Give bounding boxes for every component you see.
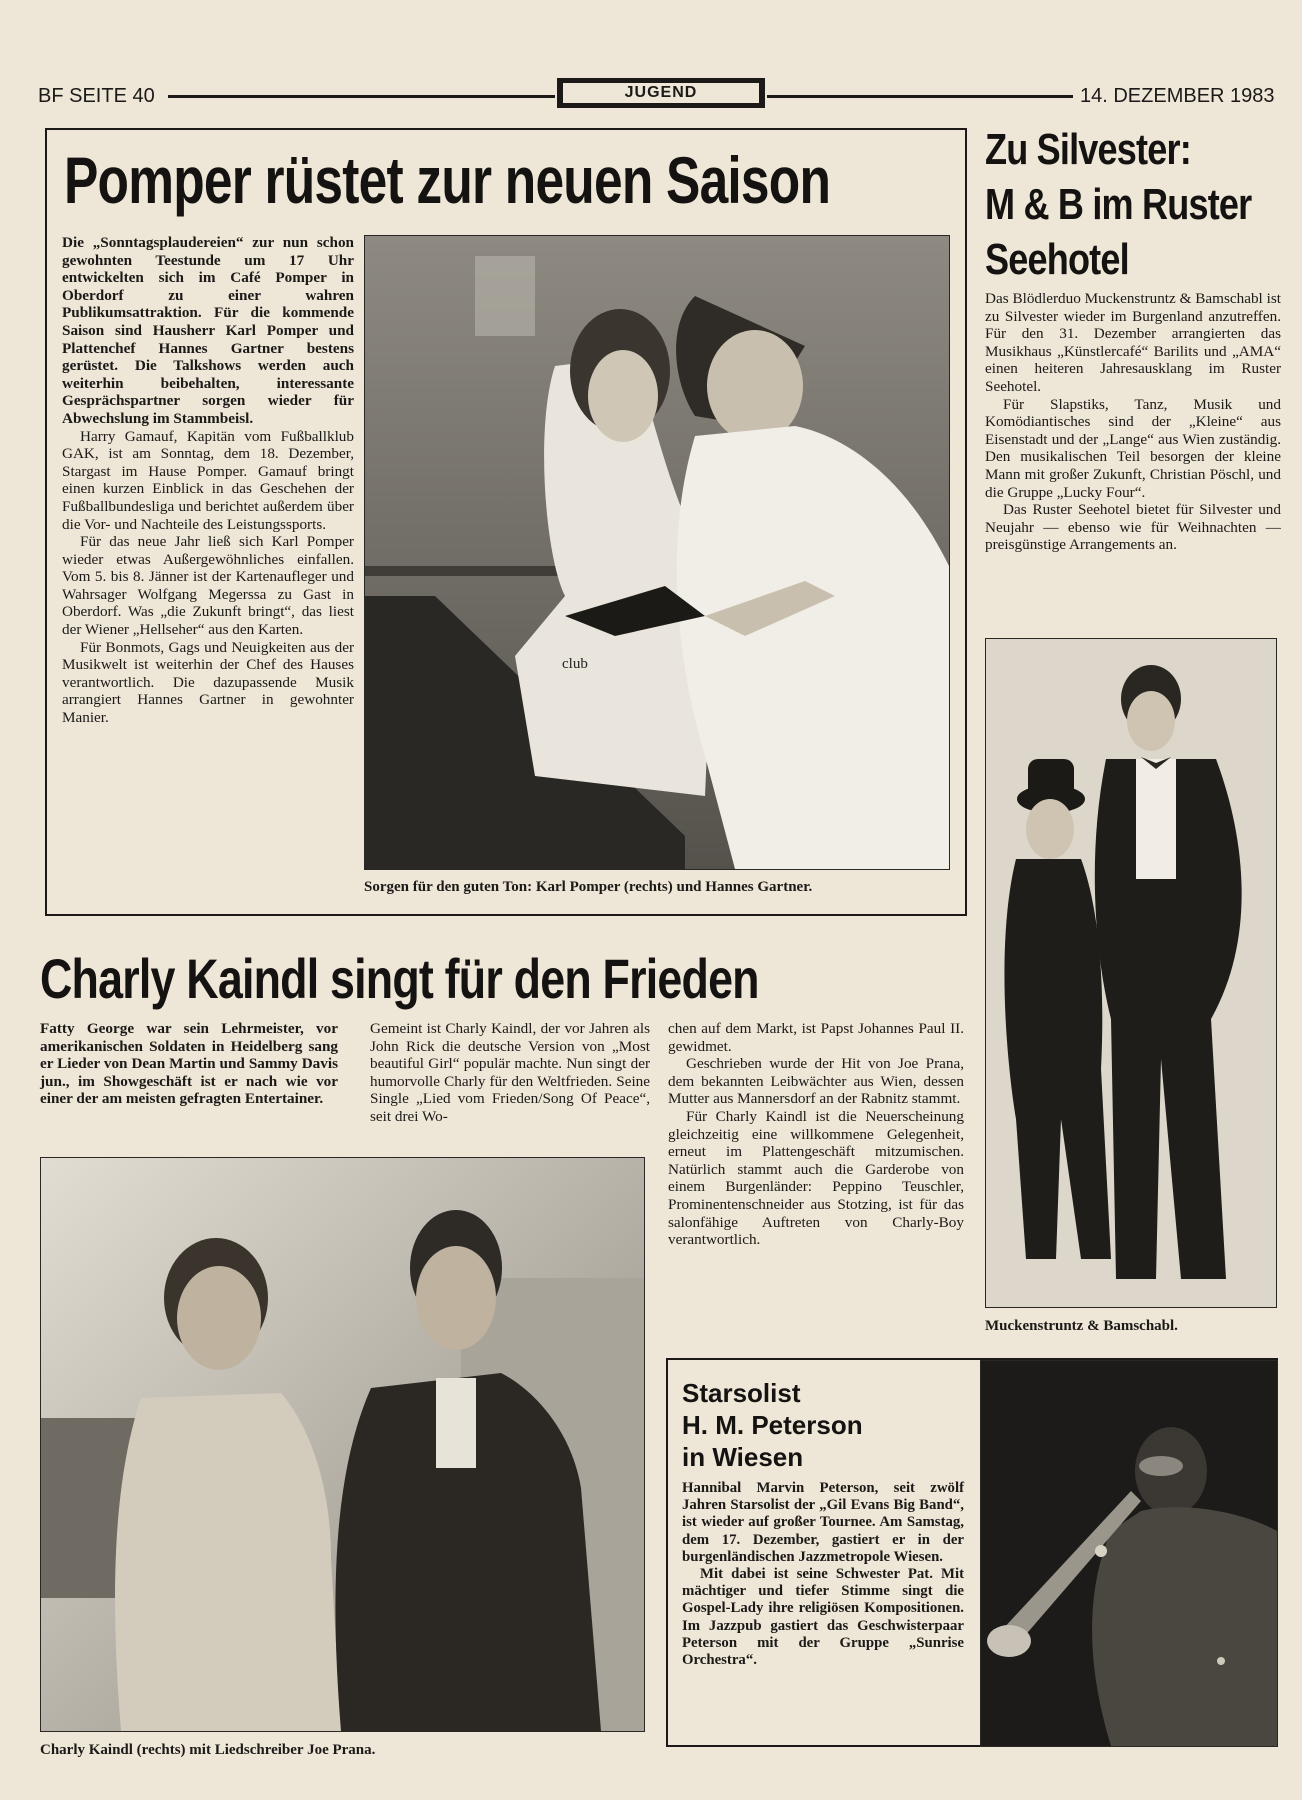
paragraph: Die „Sonntagsplaudereien“ zur nun schon gewohnten Teestunde um 17 Uhr entwickelten sich im Café Pomper in Oberdorf zu einer wahren Publikumsattraktion. Für die kommende Saison sind Hausherr Karl Pomper und Plattenchef Hannes Gartner bestens gerüstet. Die Talkshows werden auch weiterhin beibehalten, interessante Gesprächspartner sorgen wieder für Abwechslung im Stammbeisl. — [62, 234, 354, 427]
photo-muckenstruntz-bamschabl — [985, 638, 1277, 1308]
photo-pomper-gartner — [364, 235, 950, 870]
article-kaindl-col3 — [668, 1020, 964, 1249]
paragraph: Geschrieben wurde der Hit von Joe Prana, dem bekannten Leibwächter aus Wien, dessen Mutter aus Mannersdorf an der Rabnitz stammt. — [668, 1055, 964, 1108]
paragraph: Hannibal Marvin Peterson, seit zwölf Jahren Starsolist der „Gil Evans Big Band“, ist wieder auf großer Tournee. Am Samstag, dem 17. Dezember, gastiert er in der burgenländischen Jazzmetropole Wiesen. — [682, 1480, 964, 1565]
caption-pomper: Sorgen für den guten Ton: Karl Pomper (rechts) und Hannes Gartner. — [364, 879, 813, 895]
article-peterson-body — [682, 1480, 964, 1669]
headline-pomper: Pomper rüstet zur neuen Saison — [64, 143, 831, 217]
caption-kaindl: Charly Kaindl (rechts) mit Liedschreiber Joe Prana. — [40, 1742, 376, 1758]
photo-shirt-text: club — [562, 656, 588, 672]
masthead-rule-left — [168, 95, 555, 98]
paragraph: Harry Gamauf, Kapitän vom Fußballklub GAK, ist am Sonntag, dem 18. Dezember, Stargast im Hause Pomper. Gamauf bringt einen kurzen Einblick in das Geschehen der Fußballbundesliga und berichtet außerdem über die Vor- und Nachteile des Leistungssports. — [62, 427, 354, 533]
paragraph: Für Charly Kaindl ist die Neuerscheinung gleichzeitig eine willkommene Gelegenheit, erneut im Plattengeschäft mitzumischen. Natürlich stammt auch die Garderobe von einem Burgenländer: Peppino Teuschler, Prominentenschneider aus Stotzing, ist für das salonfähige Auftreten von Charly-Boy verantwortlich. — [668, 1107, 964, 1249]
headline-silvester-line: Zu Silvester: — [985, 125, 1191, 174]
photo-kaindl-prana — [40, 1157, 645, 1732]
issue-date: 14. DEZEMBER 1983 — [1080, 85, 1275, 107]
photo-illustration — [365, 236, 949, 869]
paragraph: Mit dabei ist seine Schwester Pat. Mit mächtiger und tiefer Stimme singt die Gospel-Lady ihre religiösen Kompositionen. Im Jazzpub gastiert das Geschwisterpaar Peterson mit der Gruppe „Sunrise Orchestra“. — [682, 1566, 964, 1669]
headline-peterson-line: H. M. Peterson — [682, 1410, 863, 1440]
paragraph: Das Ruster Seehotel bietet für Silvester und Neujahr — ebenso wie für Weihnachten — preisgünstige Arrangements an. — [985, 501, 1281, 554]
article-silvester-body — [985, 290, 1281, 554]
article-kaindl-lead — [40, 1020, 338, 1108]
paragraph: Für das neue Jahr ließ sich Karl Pomper wieder etwas Außergewöhnliches einfallen. Vom 5. bis 8. Jänner ist der Kartenaufleger und Wahrsager Wolfgang Megerssa zu Gast in Oberdorf. Was „die Zukunft bringt“, das liest der Wiener „Hellseher“ aus den Karten. — [62, 533, 354, 639]
photo-illustration — [986, 639, 1276, 1307]
photo-illustration — [981, 1361, 1277, 1746]
headline-peterson-line: in Wiesen — [682, 1442, 804, 1472]
caption-muckenstruntz: Muckenstruntz & Bamschabl. — [985, 1318, 1178, 1334]
paragraph: Für Bonmots, Gags und Neuigkeiten aus der Musikwelt ist weiterhin der Chef des Hauses verantwortlich. Die dazupassende Musik arrangiert Hannes Gartner in gewohnter Manier. — [62, 638, 354, 727]
headline-peterson-line: Starsolist — [682, 1378, 801, 1408]
article-kaindl-col2 — [370, 1020, 650, 1126]
paragraph: Fatty George war sein Lehrmeister, vor amerikanischen Soldaten in Heidelberg sang er Lieder von Dean Martin und Sammy Davis jun., im Showgeschäft ist er nach wie vor einer der am meisten gefragten Entertainer. — [40, 1020, 338, 1108]
article-pomper-body — [62, 234, 354, 727]
photo-illustration — [41, 1158, 644, 1731]
paragraph: Gemeint ist Charly Kaindl, der vor Jahren als John Rick die deutsche Version von „Most beautiful Girl“ populär machte. Nun singt der humorvolle Charly für den Weltfrieden. Seine Single „Lied vom Frieden/Song Of Peace“, seit drei Wo- — [370, 1020, 650, 1125]
section-tag — [557, 78, 765, 108]
paragraph: Für Slapstiks, Tanz, Musik und Komödiantisches sind der „Kleine“ aus Eisenstadt und der „Lange“ aus Wien zuständig. Den musikalischen Teil besorgen der kleine Mann mit großer Zukunft, Christian Pöschl, und die Gruppe „Lucky Four“. — [985, 395, 1281, 501]
headline-kaindl: Charly Kaindl singt für den Frieden — [40, 947, 759, 1010]
headline-silvester-line: Seehotel — [985, 235, 1129, 284]
section-label: JUGEND — [563, 83, 759, 103]
page-number: BF SEITE 40 — [38, 85, 155, 107]
paragraph: Das Blödlerduo Muckenstruntz & Bamschabl ist zu Silvester wieder im Burgenland anzutreffen. Für den 31. Dezember arrangierten das Musikhaus „Künstlercafé“ Barilits und „AMA“ einen heiteren Jahresausklang im Ruster Seehotel. — [985, 290, 1281, 395]
masthead-rule-right — [767, 95, 1073, 98]
photo-peterson — [980, 1360, 1278, 1747]
paragraph: chen auf dem Markt, ist Papst Johannes Paul II. gewidmet. — [668, 1020, 964, 1055]
headline-silvester-line: M & B im Ruster — [985, 180, 1252, 229]
